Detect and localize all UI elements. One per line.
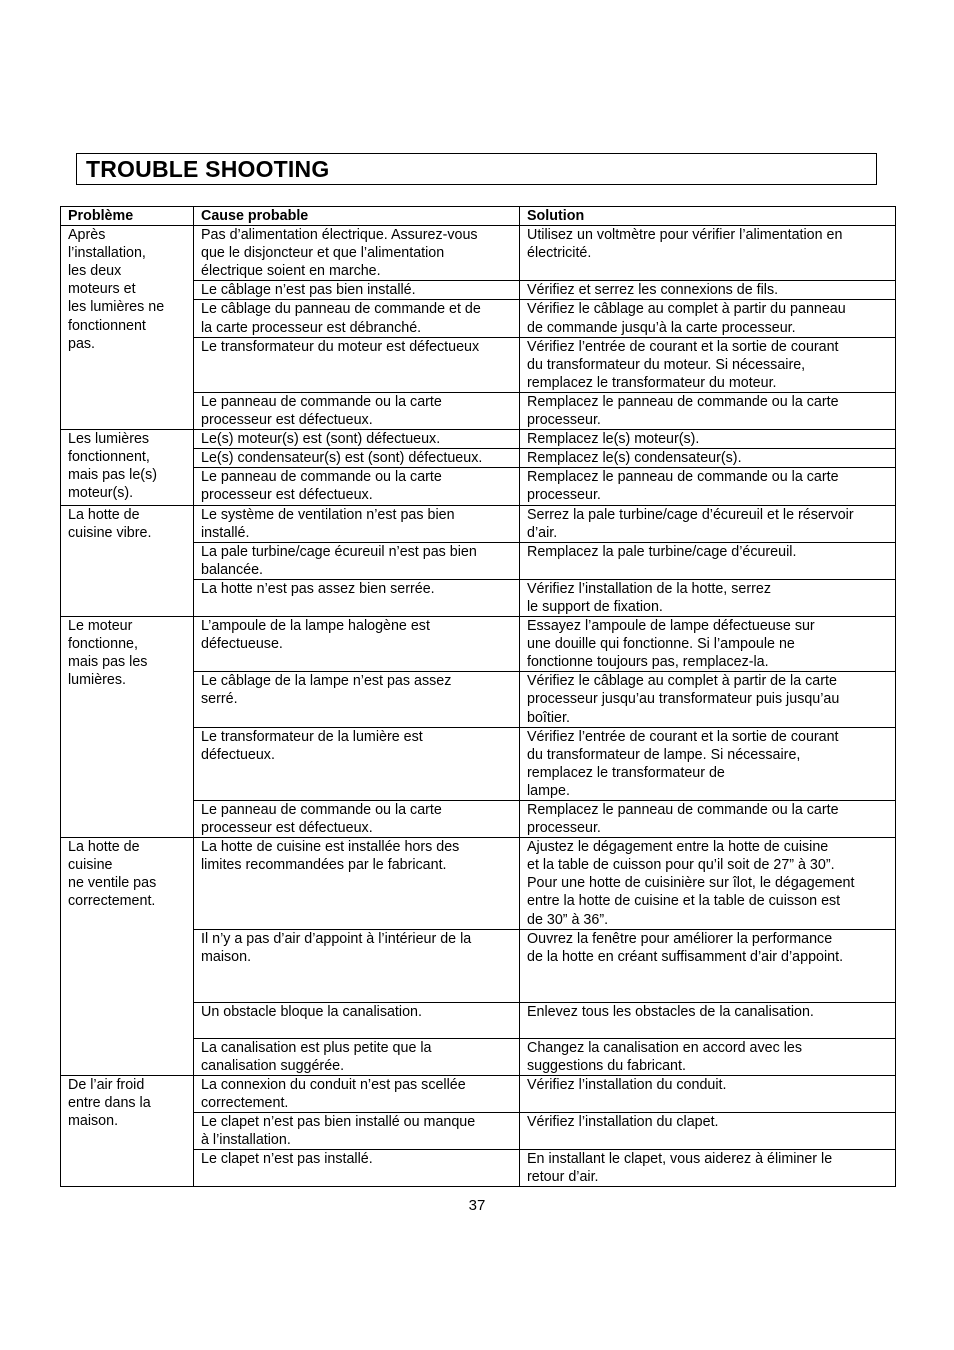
- cause-cell: Le câblage n’est pas bien installé.: [194, 281, 520, 300]
- solution-cell: Remplacez la pale turbine/cage d’écureuil.: [520, 542, 896, 579]
- cause-cell: La pale turbine/cage écureuil n’est pas bien balancée.: [194, 542, 520, 579]
- table-row: [61, 1075, 896, 1112]
- table-row: [61, 838, 896, 929]
- cause-cell: La hotte n’est pas assez bien serrée.: [194, 579, 520, 616]
- solution-cell: Remplacez le(s) moteur(s).: [520, 430, 896, 449]
- problem-cell: La hotte de cuisine ne ventile pas correctement.: [61, 838, 194, 1076]
- column-header-problem: Problème: [61, 207, 194, 226]
- solution-cell: Remplacez le panneau de commande ou la carte processeur.: [520, 801, 896, 838]
- cause-cell: Le clapet n’est pas bien installé ou manque à l’installation.: [194, 1113, 520, 1150]
- solution-cell: Utilisez un voltmètre pour vérifier l’alimentation en électricité.: [520, 226, 896, 281]
- problem-cell: Après l’installation, les deux moteurs et les lumières ne fonctionnent pas.: [61, 226, 194, 430]
- solution-cell: Essayez l’ampoule de lampe défectueuse sur une douille qui fonctionne. Si l’ampoule ne fonctionne toujours pas, remplacez-la.: [520, 617, 896, 672]
- solution-cell: Remplacez le panneau de commande ou la carte processeur.: [520, 392, 896, 429]
- page-title: TROUBLE SHOOTING: [86, 156, 330, 182]
- solution-cell: Vérifiez l’installation du conduit.: [520, 1075, 896, 1112]
- column-header-solution: Solution: [520, 207, 896, 226]
- cause-cell: Le câblage de la lampe n’est pas assez serré.: [194, 672, 520, 727]
- cause-cell: L’ampoule de la lampe halogène est défectueuse.: [194, 617, 520, 672]
- cause-cell: Le transformateur du moteur est défectueux: [194, 337, 520, 392]
- solution-cell: Vérifiez et serrez les connexions de fils.: [520, 281, 896, 300]
- solution-cell: En installant le clapet, vous aiderez à éliminer le retour d’air.: [520, 1150, 896, 1187]
- solution-cell: Remplacez le(s) condensateur(s).: [520, 449, 896, 468]
- cause-cell: Le câblage du panneau de commande et de la carte processeur est débranché.: [194, 300, 520, 337]
- solution-cell: Enlevez tous les obstacles de la canalisation.: [520, 1002, 896, 1038]
- cause-cell: La connexion du conduit n’est pas scellée correctement.: [194, 1075, 520, 1112]
- cause-cell: La hotte de cuisine est installée hors des limites recommandées par le fabricant.: [194, 838, 520, 929]
- cause-cell: Le panneau de commande ou la carte processeur est défectueux.: [194, 468, 520, 505]
- table-header-row: [61, 207, 896, 226]
- cause-cell: Le clapet n’est pas installé.: [194, 1150, 520, 1187]
- cause-cell: Le transformateur de la lumière est défectueux.: [194, 727, 520, 800]
- troubleshooting-table: [60, 206, 896, 1187]
- table-row: [61, 617, 896, 672]
- table-row: [61, 226, 896, 281]
- table-row: [61, 505, 896, 542]
- cause-cell: Le panneau de commande ou la carte processeur est défectueux.: [194, 392, 520, 429]
- cause-cell: La canalisation est plus petite que la canalisation suggérée.: [194, 1038, 520, 1075]
- solution-cell: Serrez la pale turbine/cage d’écureuil et le réservoir d’air.: [520, 505, 896, 542]
- title-box: [76, 153, 877, 185]
- table-row: [61, 430, 896, 449]
- solution-cell: Vérifiez l’entrée de courant et la sortie de courant du transformateur du moteur. Si nécessaire, remplacez le transformateur du moteur.: [520, 337, 896, 392]
- problem-cell: De l’air froid entre dans la maison.: [61, 1075, 194, 1187]
- solution-cell: Remplacez le panneau de commande ou la carte processeur.: [520, 468, 896, 505]
- problem-cell: Le moteur fonctionne, mais pas les lumières.: [61, 617, 194, 838]
- problem-cell: La hotte de cuisine vibre.: [61, 505, 194, 617]
- solution-cell: Vérifiez le câblage au complet à partir du panneau de commande jusqu’à la carte processeur.: [520, 300, 896, 337]
- cause-cell: Le système de ventilation n’est pas bien installé.: [194, 505, 520, 542]
- solution-cell: Vérifiez l’entrée de courant et la sortie de courant du transformateur de lampe. Si nécessaire, remplacez le transformateur de lampe.: [520, 727, 896, 800]
- solution-cell: Vérifiez l’installation du clapet.: [520, 1113, 896, 1150]
- solution-cell: Ajustez le dégagement entre la hotte de cuisine et la table de cuisson pour qu’il soit de 27” à 30”. Pour une hotte de cuisinière sur îlot, le dégagement entre la hotte de cuisine et la table de cuisson est de 30” à 36”.: [520, 838, 896, 929]
- table-body: [61, 226, 896, 1187]
- cause-cell: Le(s) condensateur(s) est (sont) défectueux.: [194, 449, 520, 468]
- column-header-cause: Cause probable: [194, 207, 520, 226]
- cause-cell: Pas d’alimentation électrique. Assurez-vous que le disjoncteur et que l’alimentation électrique soient en marche.: [194, 226, 520, 281]
- cause-cell: Le panneau de commande ou la carte processeur est défectueux.: [194, 801, 520, 838]
- solution-cell: Vérifiez le câblage au complet à partir de la carte processeur jusqu’au transformateur puis jusqu’au boîtier.: [520, 672, 896, 727]
- cause-cell: Un obstacle bloque la canalisation.: [194, 1002, 520, 1038]
- page-number: 37: [468, 1197, 486, 1214]
- solution-cell: Changez la canalisation en accord avec les suggestions du fabricant.: [520, 1038, 896, 1075]
- solution-cell: Ouvrez la fenêtre pour améliorer la performance de la hotte en créant suffisamment d’air d’appoint.: [520, 929, 896, 1002]
- cause-cell: Il n’y a pas d’air d’appoint à l’intérieur de la maison.: [194, 929, 520, 1002]
- solution-cell: Vérifiez l’installation de la hotte, serrez le support de fixation.: [520, 579, 896, 616]
- problem-cell: Les lumières fonctionnent, mais pas le(s) moteur(s).: [61, 430, 194, 505]
- cause-cell: Le(s) moteur(s) est (sont) défectueux.: [194, 430, 520, 449]
